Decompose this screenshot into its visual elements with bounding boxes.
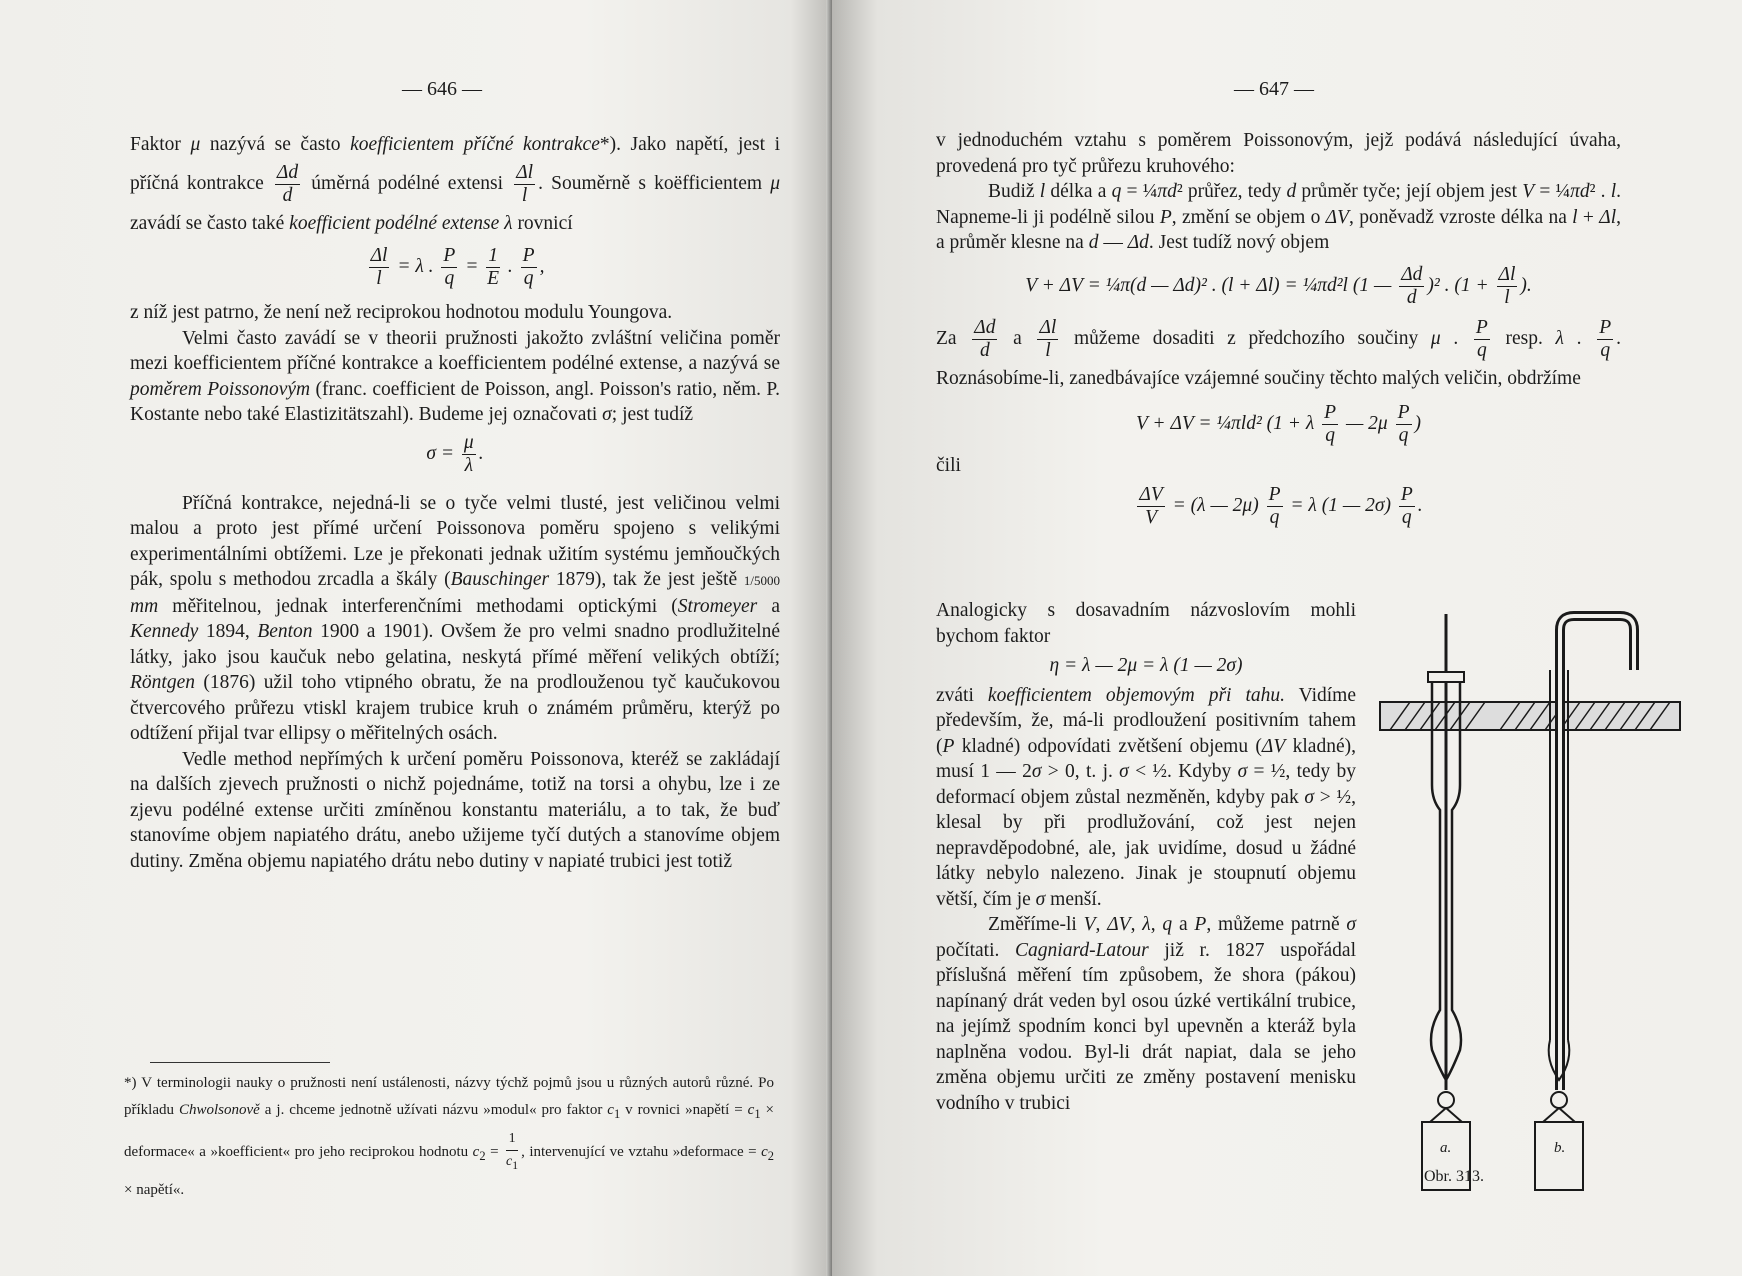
left-page [0,0,832,1276]
paragraph: Změříme-li V, ΔV, λ, q a P, můžeme patrně σ počítati. Cagniard-Latour již r. 1827 uspořádal příslušná měření tím způsobem, že shora (pákou) napínaný drát veden byl osou úzké vertikální trubice, na jejímž spodním konci byl upevněn a kteráž byla naplněna vodou. Byl-li drát napiat, dala se jeho změna objemu určiti ze změny postavení menisku vodního v trubici [936,914,1357,1114]
paragraph: Vedle method nepřímých k určení poměru Poissonova, kteréž se zakládají na dalších zjevech pružnosti o nichž pojednáme, totiž na torsi a ohybu, lze i ze zjevu podélné extense určiti zmíněnou konstantu materiálu, a to tak, že buď stanovíme objem napiatého drátu, anebo užijeme tyčí dutých a stanovíme objem dutiny. Změna objemu napiatého drátu nebo dutiny v napiaté trubici jest totiž [130,748,780,872]
equation-sigma: σ = $\frac{\mu}{\lambda}$ . [426,431,484,476]
equation-lambda: $\frac{\Delta l}{l}$ = λ . $\frac{P}{q}$ = $\frac{1}{E}$ . $\frac{P}{q}$ , [370,245,545,289]
figure-label-a: a. [1440,1140,1452,1156]
equation-eta: η = λ — 2μ = λ (1 — 2σ) [1049,655,1243,676]
paragraph: Příčná kontrakce, nejedná-li se o tyče velmi tlusté, jest veličinou velmi malou a proto jest přímé určení Poissonova poměru spojeno s velikými experimentálními obtížemi. Lze je překonati jednak užitím systému jemňoučkých pák, spolu s methodou zrcadla a škály (Bauschinger 1879), tak že jest ještě 1/5000 mm měřitelnou, jednak interferenčními methodami optickými (Stromeyer a Kennedy 1894, Benton 1900 a 1901). Ovšem že pro velmi snadno prodlužitelné látky, jako jsou kaučuk nebo gelatina, neskytá přímé měření velikých obtíží; Röntgen (1876) užil toho vtipného obratu, že na prodlouženou tyč kaučukovou čtvercového průřezu vtiskl krajem trubice kruh o známém průměru, kterýž po odtížení přijal tvar ellipsy o měřitelných osách. [130,492,781,744]
footnote: *) V terminologii nauky o pružnosti není ustálenosti, názvy týchž pojmů jsou u různých autorů různé. Po příkladu Chwolsonově a j. chceme jednotně užívati názvu »modul« pro faktor $c_1$ v rovnici »napětí = $c_1$ × deformace« a »koefficient« pro jeho reciprokou hodnotu $c_2$ = $\frac{1}{c_1}$ , intervenující ve vztahu »deformace = $c_2$ × napětí«. [124,1075,774,1198]
figure-caption: Obr. 313. [1424,1168,1484,1185]
equation-new-volume: V + ΔV = ¼π(d — Δd)² . (l + Δl) = ¼πd²l (1 — $\frac{\Delta d}{d}$ )² . (1 + $\frac{\Delta l}{l}$ ). [1025,263,1532,308]
paragraph: v jednoduchém vztahu s poměrem Poissonovým, jejž podává následující úvaha, provedená pro tyč průřezu kruhového: [936,130,1621,177]
equation-relative-volume: $\frac{\Delta V}{V}$ = (λ — 2μ) $\frac{P}{q}$ = λ (1 — 2σ) $\frac{P}{q}$ . [1139,484,1423,528]
footnote-rule [150,1062,330,1063]
page-number-647: — 647 — [1234,78,1314,100]
paragraph: zváti koefficientem objemovým při tahu. Vidíme především, že, má-li prodloužení positivním tahem (P kladné) odpovídati zvětšení objemu (ΔV kladné), musí 1 — 2σ > 0, t. j. σ < ½. Kdyby σ = ½, tedy by deformací objem zůstal nezměněn, kdyby pak σ > ½, klesal by při prodlužování, což jest nejen nepravděpodobné, ale, jak uvidíme, dosud u žádné látky nebylo nalezeno. Jinak je stoupnutí objemu větší, čím je σ menší. [936,684,1356,910]
paragraph: Analogicky s dosavadním názvoslovím mohli bychom faktor [936,600,1356,647]
right-page-body-top [936,128,1621,535]
paragraph: Budiž l délka a q = ¼πd² průřez, tedy d průměr tyče; její objem jest V = ¼πd² . l. Napneme-li ji podélně silou P, změní se objem o ΔV, poněvadž vzroste délka na l + Δl, a průměr klesne na d — Δd. Jest tudíž nový objem [936,181,1622,253]
paragraph: Velmi často zavádí se v theorii pružnosti jakožto zvláštní veličina poměr mezi koefficientem příčné kontrakce a koefficientem podélné extense, a nazývá se poměrem Poissonovým (franc. coefficient de Poisson, angl. Poisson's ratio, něm. P. Kostante nebo také Elastizitätszahl). Budeme jej označovati σ; jest tudíž [130,327,780,425]
left-page-body [130,128,780,874]
figure-label-b: b. [1554,1140,1566,1156]
equation-expanded: V + ΔV = ¼πld² (1 + λ $\frac{P}{q}$ — 2μ $\frac{P}{q}$ ) [1136,401,1421,446]
apparatus-figure [1370,610,1710,1200]
right-page-body-column [936,598,1356,1116]
page-number-646: — 646 — [402,78,482,100]
support-plate [1380,702,1680,730]
paragraph: Za $\frac{\Delta d}{d}$ a $\frac{\Delta l}{l}$ můžeme dosaditi z předchozího součiny μ . $\frac{P}{q}$ resp. λ . $\frac{P}{q}$ . Roznásobíme-li, zanedbávajíce vzájemné součiny těchto malých veličin, obdržíme [936,316,1622,389]
paragraph: z níž jest patrno, že není než reciprokou hodnotou modulu Youngova. [130,302,673,323]
tube-b [1560,616,1634,1090]
paragraph: čili [936,454,961,476]
paragraph: Faktor μ nazývá se často koefficientem příčné kontrakce*). Jako napětí, jest i příčná kontrakce $\frac{\Delta d}{d}$ úměrná podélné extensi $\frac{\Delta l}{l}$ . Souměrně s koëfficientem μ zavádí se často také koefficient podélné extense λ rovnicí [130,134,781,234]
